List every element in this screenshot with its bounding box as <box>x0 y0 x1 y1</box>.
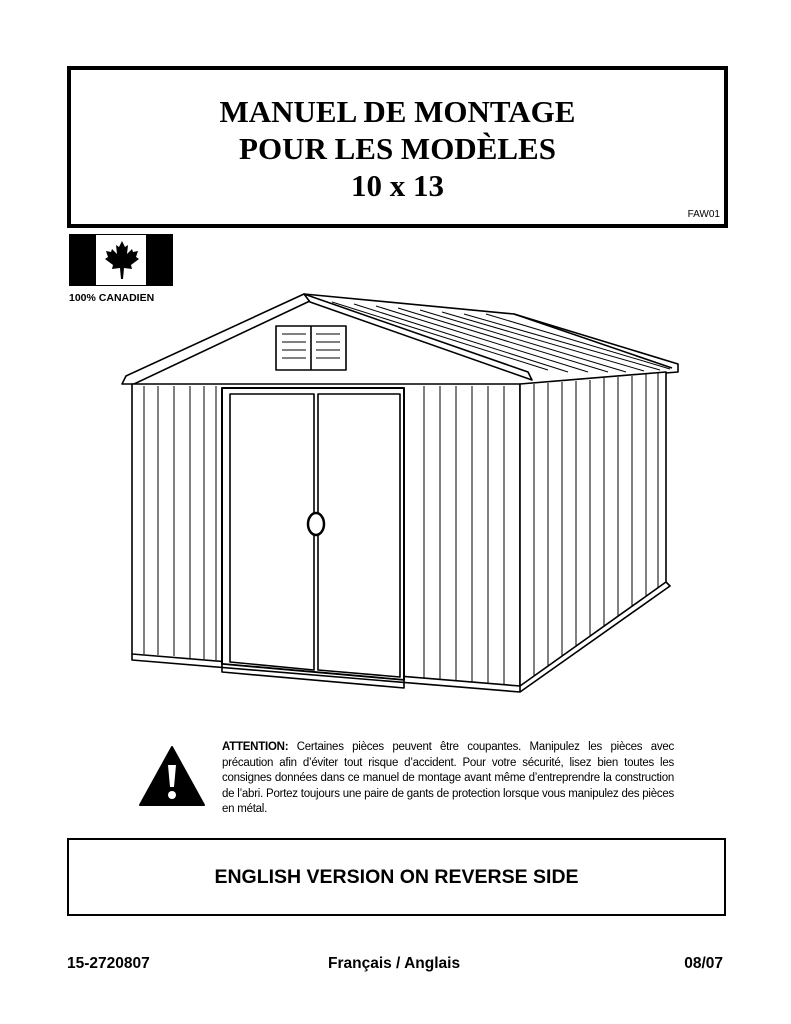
languages-label: Français / Anglais <box>328 955 461 972</box>
storage-shed-illustration <box>118 292 680 694</box>
title-box <box>67 66 728 228</box>
title-line-1: MANUEL DE MONTAGE <box>219 94 576 129</box>
part-number: 15-2720807 <box>67 955 150 972</box>
attention-heading: ATTENTION: <box>222 741 289 753</box>
warning-triangle-icon <box>138 745 206 807</box>
title-line-2: POUR LES MODÈLES <box>239 131 556 166</box>
english-version-text: ENGLISH VERSION ON REVERSE SIDE <box>214 865 579 888</box>
english-version-notice <box>67 838 726 916</box>
canada-flag-icon <box>69 234 173 286</box>
flag-label: 100% CANADIEN <box>69 292 155 304</box>
date-code: 08/07 <box>684 955 723 972</box>
document-code: FAW01 <box>687 209 720 220</box>
attention-text: Certaines pièces peuvent être coupantes. Manipulez les pièces avec précaution afin d’éviter tout risque d’accident. Pour votre sécurité, lisez bien toutes les consignes données dans ce manuel de montage avant même d’entreprendre la construction de l’abri. Portez toujours une paire de gants de protection lorsque vous manipulez des pièces en métal. <box>222 741 674 815</box>
title-line-3: 10 x 13 <box>351 168 444 203</box>
attention-notice <box>222 740 674 818</box>
